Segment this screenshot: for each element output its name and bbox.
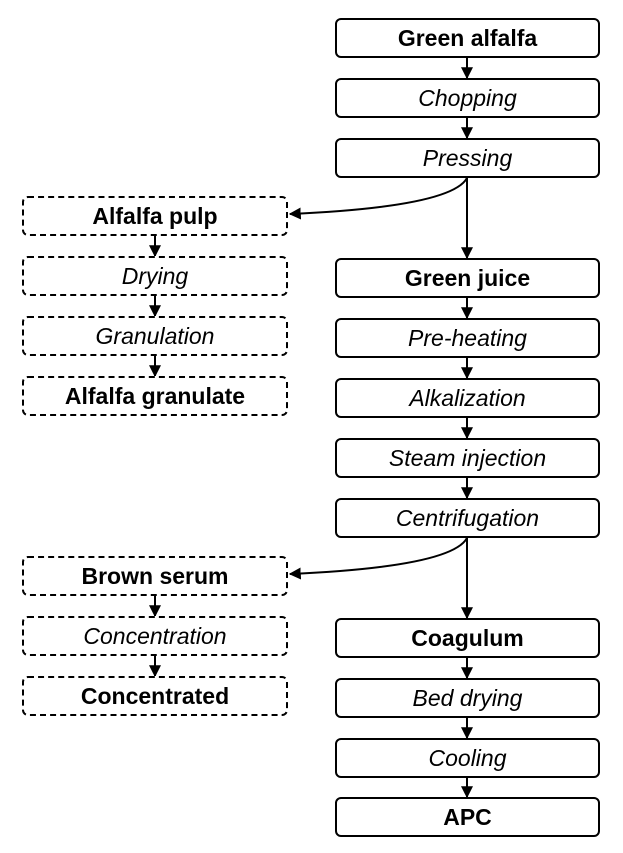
node-label: Alfalfa granulate <box>64 382 246 409</box>
node-green-alfalfa <box>335 18 600 58</box>
node-label: Granulation <box>95 322 215 349</box>
node-drying <box>22 256 288 296</box>
node-label: Coagulum <box>411 624 524 651</box>
node-pressing <box>335 138 600 178</box>
node-concentration <box>22 616 288 656</box>
node-label: Pre-heating <box>408 324 527 351</box>
node-pre-heating <box>335 318 600 358</box>
node-brown-serum <box>22 556 288 596</box>
node-concentrated <box>22 676 288 716</box>
node-label: Bed drying <box>412 684 523 711</box>
node-cooling <box>335 738 600 778</box>
node-label: Chopping <box>418 84 517 111</box>
node-alkalization <box>335 378 600 418</box>
node-centrifugation <box>335 498 600 538</box>
node-steam-injection <box>335 438 600 478</box>
node-chopping <box>335 78 600 118</box>
node-label: Drying <box>121 262 189 289</box>
node-coagulum <box>335 618 600 658</box>
branch-arrow-pulp <box>290 178 467 214</box>
node-label: Green alfalfa <box>397 24 538 51</box>
node-alfalfa-granulate <box>22 376 288 416</box>
node-apc <box>335 797 600 837</box>
node-label: Green juice <box>404 264 531 291</box>
node-granulation <box>22 316 288 356</box>
node-label: Pressing <box>422 144 513 171</box>
node-label: Concentration <box>83 622 227 649</box>
node-bed-drying <box>335 678 600 718</box>
node-label: Brown serum <box>81 562 229 589</box>
node-label: Alfalfa pulp <box>92 202 218 229</box>
node-label: Cooling <box>428 744 507 771</box>
branch-arrow-serum <box>290 538 467 574</box>
node-label: Centrifugation <box>395 504 540 531</box>
node-label: Concentrated <box>80 682 230 709</box>
node-label: Alkalization <box>409 384 526 411</box>
node-label: APC <box>443 803 492 830</box>
node-green-juice <box>335 258 600 298</box>
node-alfalfa-pulp <box>22 196 288 236</box>
node-label: Steam injection <box>388 444 547 471</box>
